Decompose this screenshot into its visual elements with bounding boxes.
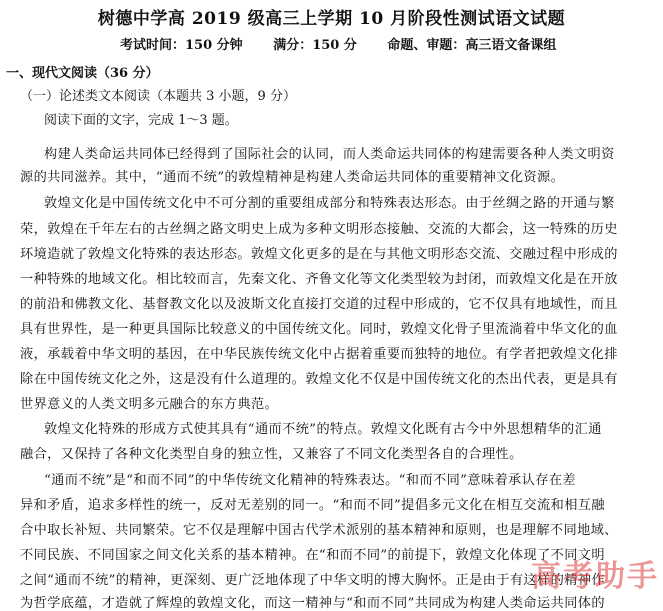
text-line: 一种特殊的地域文化。相比较而言，先秦文化、齐鲁文化等文化类型较为封闭，而敦煌文化是在开放 xyxy=(20,272,618,287)
text-line: 液，承载着中华文明的基因，在中华民族传统文化中占据着重要而独特的地位。有学者把敦煌文化排 xyxy=(20,347,618,362)
text-line: 环境造就了敦煌文化特殊的表达形态。敦煌文化更多的是在与其他文明形态交流、交融过程中形成的 xyxy=(20,247,618,262)
text-line: 合中取长补短、共同繁荣。它不仅是理解中国古代学术派别的基本精神和原则，也是理解不同地域、 xyxy=(20,523,618,538)
text-line: 敦煌文化特殊的形成方式使其具有“通而不统”的特点。敦煌文化既有古今中外思想精华的汇通 xyxy=(44,422,602,437)
exam-title: 树德中学高 2019 级高三上学期 10 月阶段性测试语文试题 xyxy=(97,9,566,29)
subsection-heading: （一）论述类文本阅读（本题共 3 小题，9 分） xyxy=(20,89,296,104)
text-line: 具有世界性，是一种更具国际比较意义的中国传统文化。同时，敦煌文化骨子里流淌着中华文化的血 xyxy=(20,322,618,337)
text-line: 之间“通而不统”的精神，更深刻、更广泛地体现了中华文明的博大胸怀。正是由于有这样的精神作 xyxy=(20,573,605,588)
text-line: 不同民族、不同国家之间文化关系的基本精神。在“和而不同”的前提下，敦煌文化体现了不同文明 xyxy=(20,548,605,563)
exam-time: 考试时间：150 分钟 xyxy=(120,38,243,53)
full-score: 满分：150 分 xyxy=(273,38,357,53)
section-heading: 一、现代文阅读（36 分） xyxy=(6,66,159,81)
text-line: 的前沿和佛教文化、基督教文化以及波斯文化直接打交道的过程中形成的，它不仅具有地域性，而且 xyxy=(20,297,618,312)
text-line: 融合，又保持了各种文化类型自身的独立性，又兼容了不同文化类型各自的合理性。 xyxy=(20,447,523,462)
reading-instruction: 阅读下面的文字，完成 1～3 题。 xyxy=(44,113,238,128)
text-line: 异和矛盾，追求多样性的统一，反对无差别的同一。“和而不同”提倡多元文化在相互交流和相互融 xyxy=(20,498,605,513)
text-line: “通而不统”是“和而不同”的中华传统文化精神的特殊表达。“和而不同”意味着承认存在差 xyxy=(44,473,576,488)
exam-info xyxy=(120,34,582,53)
text-line: 源的共同滋养。其中，“通而不统”的敦煌精神是构建人类命运共同体的重要精神文化资源。 xyxy=(20,170,565,185)
text-line: 敦煌文化是中国传统文化中不可分割的重要组成部分和特殊表达形态。由于丝绸之路的开通与繁 xyxy=(44,196,615,211)
text-line: 荣，敦煌在千年左右的古丝绸之路文明史上成为多种文明形态接触、交流的大都会，这一特殊的历史 xyxy=(20,222,618,237)
text-line: 为哲学底蕴，才造就了辉煌的敦煌文化，而这一精神与“和而不同”共同成为构建人类命运共同体的 xyxy=(20,596,605,611)
text-line: 世界意义的人类文明多元融合的东方典范。 xyxy=(20,397,279,412)
exam-authors: 命题、审题：高三语文备课组 xyxy=(387,38,557,53)
text-line: 除在中国传统文化之外，这是没有什么道理的。敦煌文化不仅是中国传统文化的杰出代表，更是具有 xyxy=(20,372,618,387)
watermark-logo: 高考助手 xyxy=(531,559,659,594)
text-line: 构建人类命运共同体已经得到了国际社会的认同，而人类命运共同体的构建需要各种人类文明资 xyxy=(44,147,615,162)
